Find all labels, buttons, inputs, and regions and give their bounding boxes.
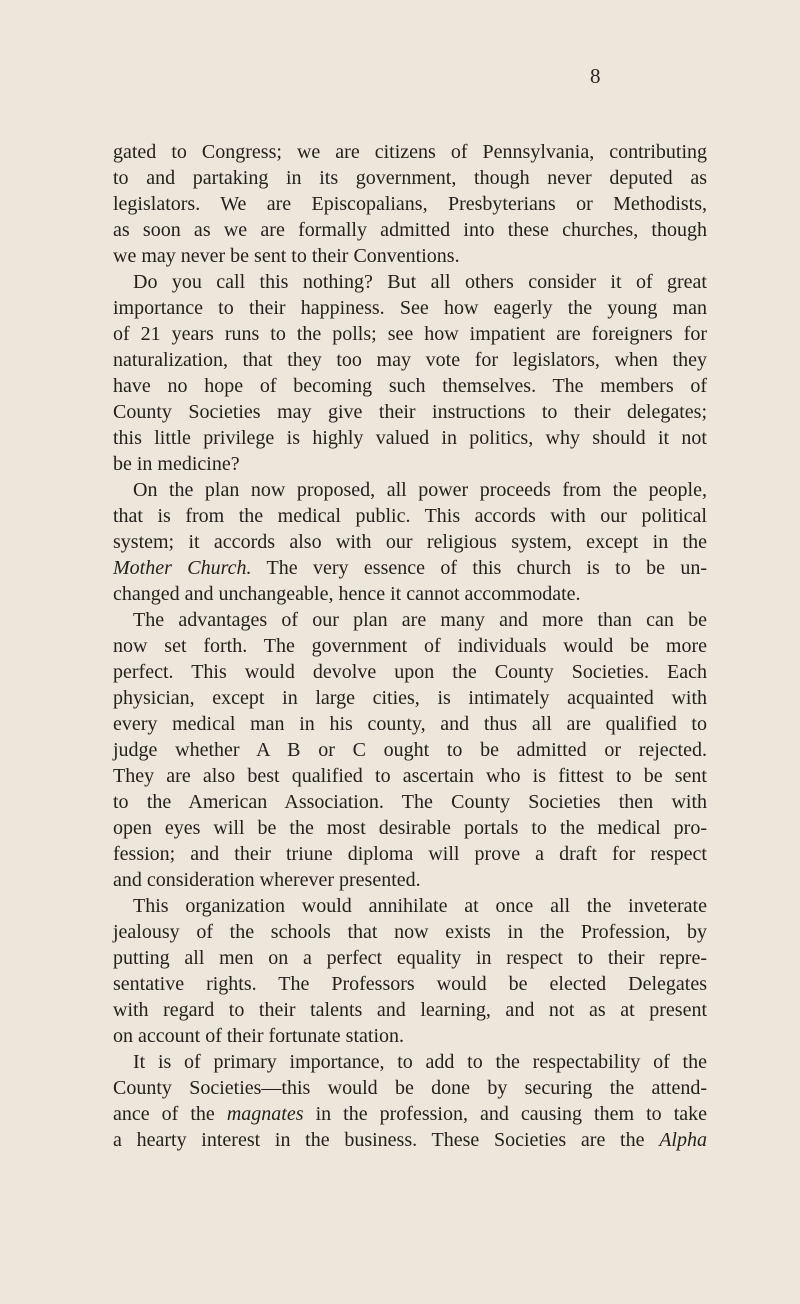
text-line [113,1023,707,1049]
text-line [113,373,707,399]
text-segment: every medical man in his county, and thus all are qualified to [113,713,707,735]
text-line [113,789,707,815]
text-segment: of 21 years runs to the polls; see how impatient are foreigners for [113,323,707,345]
text-segment: ance of the [113,1103,227,1125]
text-line [113,451,707,477]
text-segment: open eyes will be the most desirable portals to the medical pro- [113,817,707,839]
page-number: 8 [590,64,601,88]
text-segment: system; it accords also with our religious system, except in the [113,531,707,553]
text-segment: this little privilege is highly valued in politics, why should it not [113,427,707,449]
text-segment: fession; and their triune diploma will prove a draft for respect [113,843,707,865]
text-line [113,269,707,295]
italic-text: Mother Church. [113,557,252,579]
text-line [113,919,707,945]
text-line [113,347,707,373]
text-segment: on account of their fortunate station. [113,1025,405,1047]
text-segment: as soon as we are formally admitted into these churches, though [113,219,707,241]
text-segment: be in medicine? [113,453,240,475]
text-line [113,555,707,581]
text-segment: importance to their happiness. See how eagerly the young man [113,297,707,319]
text-line [113,659,707,685]
text-line [113,945,707,971]
text-segment: and consideration wherever presented. [113,869,421,891]
text-segment: On the plan now proposed, all power proceeds from the people, [133,479,707,501]
text-segment: gated to Congress; we are citizens of Pennsylvania, contributing [113,141,707,163]
text-line [113,581,707,607]
text-line [113,971,707,997]
text-line [113,1075,707,1101]
text-segment: It is of primary importance, to add to the respectability of the [133,1051,707,1073]
text-line [113,321,707,347]
text-line [113,997,707,1023]
text-segment: a hearty interest in the business. These Societies are the [113,1129,660,1151]
text-segment: to the American Association. The County Societies then with [113,791,707,813]
text-segment: that is from the medical public. This accords with our political [113,505,707,527]
text-segment: The very essence of this church is to be un- [251,557,707,579]
text-line [113,1101,707,1127]
text-line [113,893,707,919]
italic-text: Alpha [659,1129,707,1151]
text-line [113,295,707,321]
text-segment: naturalization, that they too may vote for legislators, when they [113,349,707,371]
text-segment: physician, except in large cities, is intimately acquainted with [113,687,707,709]
italic-text: magnates [226,1103,304,1125]
text-segment: County Societies may give their instructions to their delegates; [113,401,707,423]
text-line [113,1127,707,1153]
text-segment: The advantages of our plan are many and more than can be [133,609,707,631]
text-segment: perfect. This would devolve upon the County Societies. Each [113,661,707,683]
text-line [113,139,707,165]
text-segment: putting all men on a perfect equality in respect to their repre- [113,947,707,969]
text-line [113,607,707,633]
text-line [113,503,707,529]
text-line [113,763,707,789]
text-line [113,477,707,503]
text-line [113,711,707,737]
text-line [113,399,707,425]
text-line [113,191,707,217]
text-segment: to and partaking in its government, though never deputed as [113,167,707,189]
text-line [113,529,707,555]
text-segment: we may never be sent to their Conventions. [113,245,460,267]
text-segment: Do you call this nothing? But all others consider it of great [133,271,707,293]
text-line [113,165,707,191]
text-line [113,217,707,243]
text-segment: legislators. We are Episcopalians, Presbyterians or Methodists, [113,193,707,215]
text-segment: They are also best qualified to ascertain who is fittest to be sent [113,765,707,787]
text-line [113,633,707,659]
text-segment: have no hope of becoming such themselves. The members of [113,375,707,397]
text-segment: changed and unchangeable, hence it cannot accommodate. [113,583,581,605]
text-segment: now set forth. The government of individuals would be more [113,635,707,657]
text-line [113,867,707,893]
text-line [113,685,707,711]
text-segment: County Societies—this would be done by securing the attend- [113,1077,707,1099]
text-segment: in the profession, and causing them to take [303,1103,707,1125]
text-segment: This organization would annihilate at once all the inveterate [133,895,707,917]
text-segment: with regard to their talents and learning, and not as at present [113,999,707,1021]
text-line [113,737,707,763]
text-line [113,841,707,867]
text-line [113,1049,707,1075]
text-line [113,815,707,841]
text-line [113,425,707,451]
text-segment: judge whether A B or C ought to be admitted or rejected. [113,739,707,761]
body-text [113,139,707,1153]
text-segment: jealousy of the schools that now exists in the Profession, by [113,921,707,943]
text-segment: sentative rights. The Professors would be elected Delegates [113,973,707,995]
text-line [113,243,707,269]
